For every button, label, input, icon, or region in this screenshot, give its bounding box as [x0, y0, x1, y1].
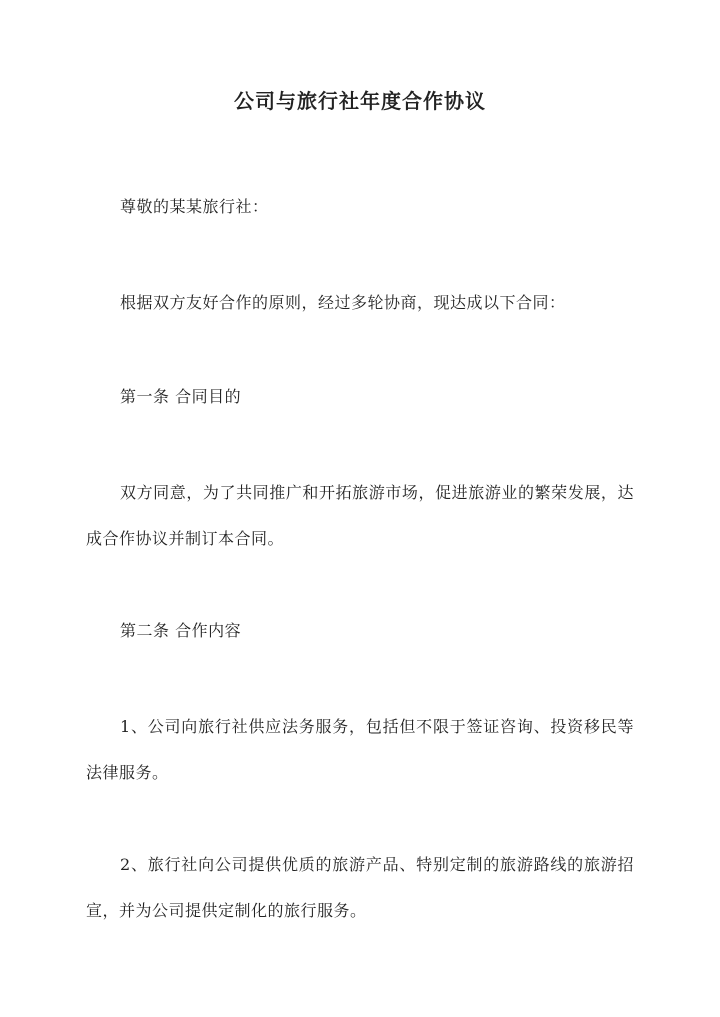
- article-2-item-2: 2、旅行社向公司提供优质的旅游产品、特别定制的旅游路线的旅游招宣，并为公司提供定制化的旅行服务。: [86, 855, 634, 920]
- intro-paragraph: 根据双方友好合作的原则，经过多轮协商，现达成以下合同：: [120, 293, 566, 312]
- document-title: 公司与旅行社年度合作协议: [234, 89, 486, 113]
- article-1-heading: 第一条 合同目的: [120, 387, 242, 406]
- article-2-heading: 第二条 合作内容: [120, 621, 242, 640]
- article-1-body: 双方同意，为了共同推广和开拓旅游市场，促进旅游业的繁荣发展，达成合作协议并制订本合同。: [86, 483, 634, 548]
- greeting-paragraph: 尊敬的某某旅行社：: [120, 197, 269, 216]
- article-2-item-1: 1、公司向旅行社供应法务服务，包括但不限于签证咨询、投资移民等法律服务。: [86, 717, 634, 782]
